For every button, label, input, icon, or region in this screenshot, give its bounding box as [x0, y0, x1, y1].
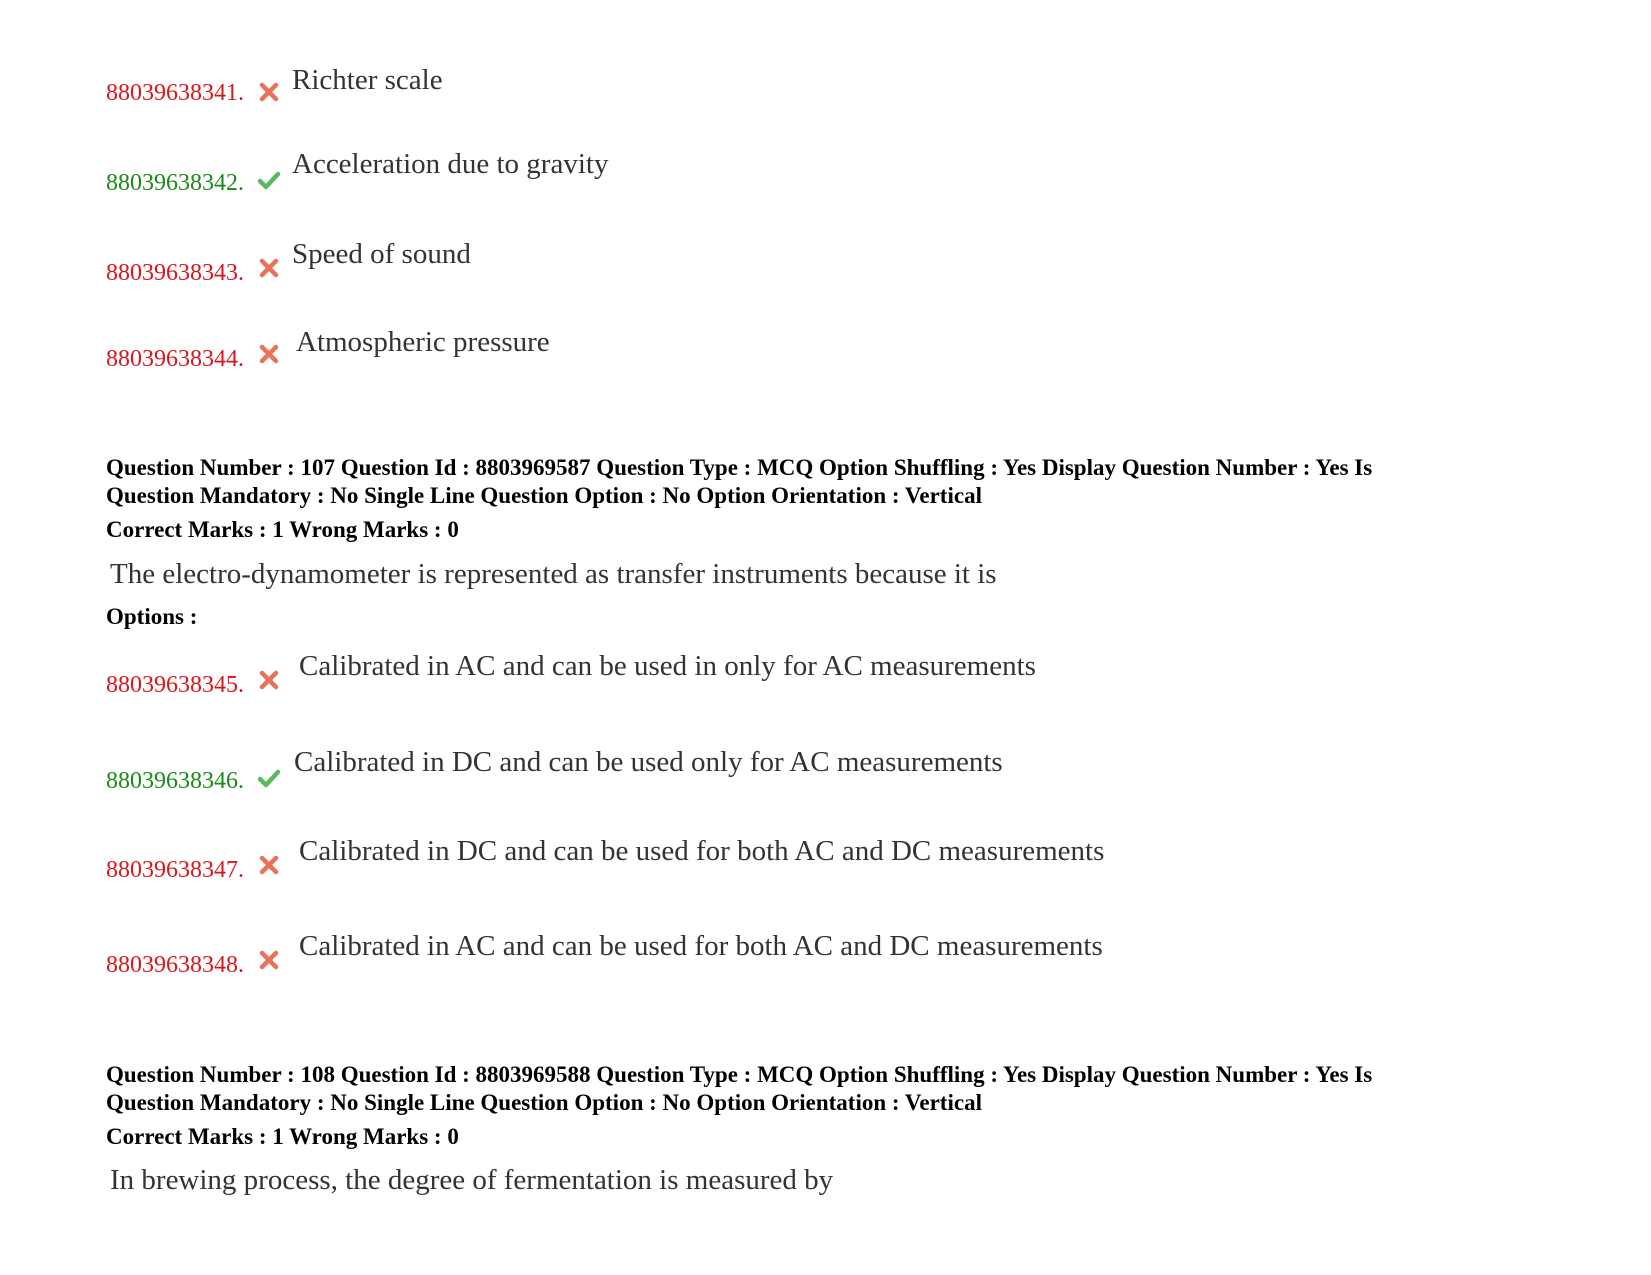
check-icon [257, 168, 281, 192]
option-text: Acceleration due to gravity [292, 148, 609, 180]
cross-icon [257, 342, 281, 366]
option-text: Richter scale [292, 64, 443, 96]
option-id: 88039638346. [106, 768, 244, 794]
question-meta-line: Question Number : 108 Question Id : 8803969588 Question Type : MCQ Option Shuffling : Yes Display Question Number : Yes Is [106, 1062, 1373, 1087]
option-id: 88039638345. [106, 672, 244, 698]
option-id: 88039638343. [106, 260, 244, 286]
question-meta-line: Question Number : 107 Question Id : 8803969587 Question Type : MCQ Option Shuffling : Yes Display Question Number : Yes Is [106, 455, 1373, 480]
option-id: 88039638341. [106, 80, 244, 106]
cross-icon [257, 256, 281, 280]
option-id: 88039638347. [106, 857, 244, 883]
option-text: Calibrated in DC and can be used only for AC measurements [294, 746, 1003, 778]
cross-icon [257, 80, 281, 104]
option-text: Calibrated in DC and can be used for both AC and DC measurements [299, 835, 1105, 867]
question-meta-line: Question Mandatory : No Single Line Question Option : No Option Orientation : Vertical [106, 483, 982, 508]
option-text: Atmospheric pressure [296, 326, 550, 358]
cross-icon [257, 668, 281, 692]
question-marks: Correct Marks : 1 Wrong Marks : 0 [106, 1124, 459, 1149]
check-icon [257, 766, 281, 790]
question-marks: Correct Marks : 1 Wrong Marks : 0 [106, 517, 459, 542]
cross-icon [257, 853, 281, 877]
option-id: 88039638348. [106, 952, 244, 978]
question-stem: In brewing process, the degree of fermentation is measured by [110, 1164, 834, 1196]
option-text: Calibrated in AC and can be used for both AC and DC measurements [299, 930, 1103, 962]
option-id: 88039638342. [106, 170, 244, 196]
question-stem: The electro-dynamometer is represented as transfer instruments because it is [110, 558, 997, 590]
question-meta-line: Question Mandatory : No Single Line Question Option : No Option Orientation : Vertical [106, 1090, 982, 1115]
cross-icon [257, 948, 281, 972]
option-text: Speed of sound [292, 238, 471, 270]
option-id: 88039638344. [106, 346, 244, 372]
option-text: Calibrated in AC and can be used in only for AC measurements [299, 650, 1036, 682]
options-label: Options : [106, 604, 198, 629]
